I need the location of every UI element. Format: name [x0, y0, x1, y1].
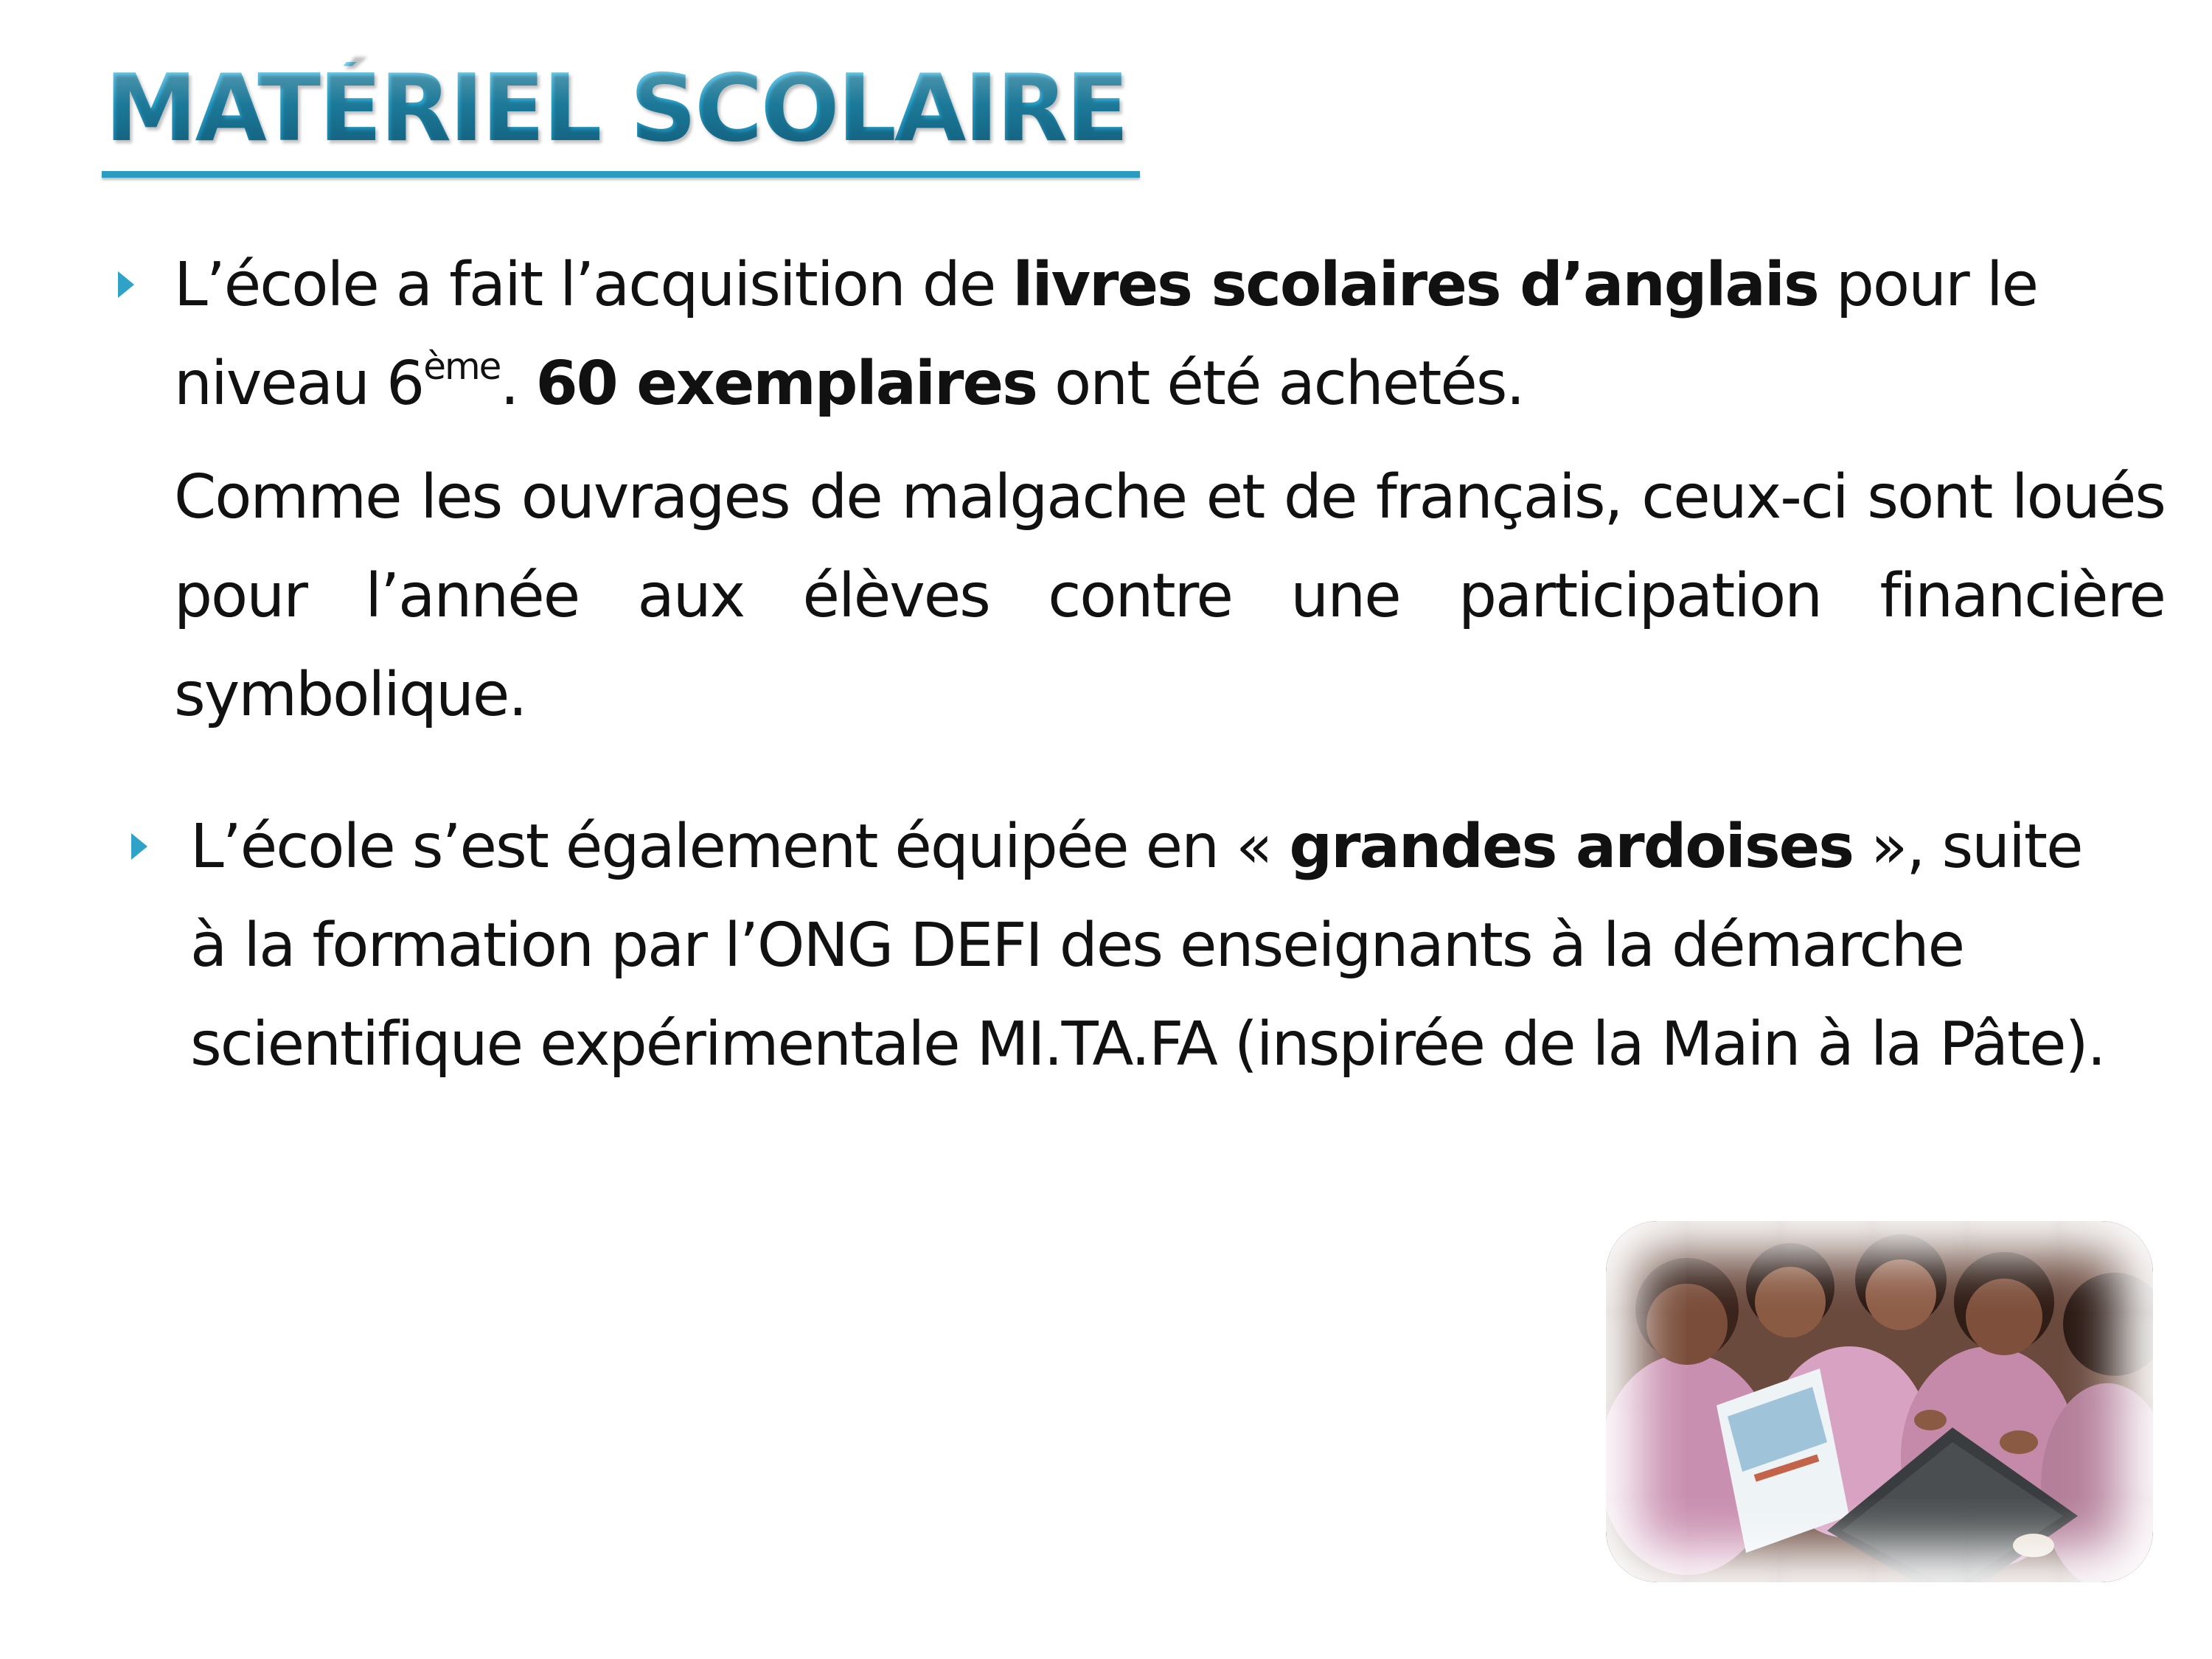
bullet2-text-a: L’école s’est également équipée en « [190, 812, 1290, 882]
bullet1-text-a: L’école a fait l’acquisition de [174, 250, 1013, 320]
bullet1-text-c: . [500, 349, 536, 419]
bullet-text-2 [190, 798, 2107, 1094]
bullet1-bold-b: 60 exemplaires [535, 349, 1037, 419]
bullet2-bold-a: grandes ardoises [1289, 812, 1854, 882]
bullet1-bold-a: livres scolaires d’anglais [1012, 250, 1818, 320]
bullet-text-1 [174, 236, 2165, 434]
bullet1-text-d: ont été achetés. [1036, 349, 1524, 419]
slide-title: MATÉRIEL SCOLAIRE [105, 54, 1127, 162]
bullet-continuation: Comme les ouvrages de malgache et de français, ceux-ci sont loués pour l’année aux élèves contre une participation financière symbolique. [174, 462, 2165, 730]
triangle-right-icon [131, 833, 147, 860]
bullet2-text-b: », suite à la formation par l’ONG DEFI des enseignants à la démarche scientifique expérimentale MI.TA.FA (inspirée de la Main à la Pâte). [190, 812, 2105, 1079]
bullet1-superscript: ème [423, 345, 501, 388]
title-underline [102, 171, 1140, 178]
bullet1-text-b: pour le niveau 6 [174, 250, 2038, 419]
photo-illustration [1606, 1221, 2153, 1582]
classroom-photo [1606, 1221, 2153, 1582]
triangle-right-icon [118, 271, 134, 298]
